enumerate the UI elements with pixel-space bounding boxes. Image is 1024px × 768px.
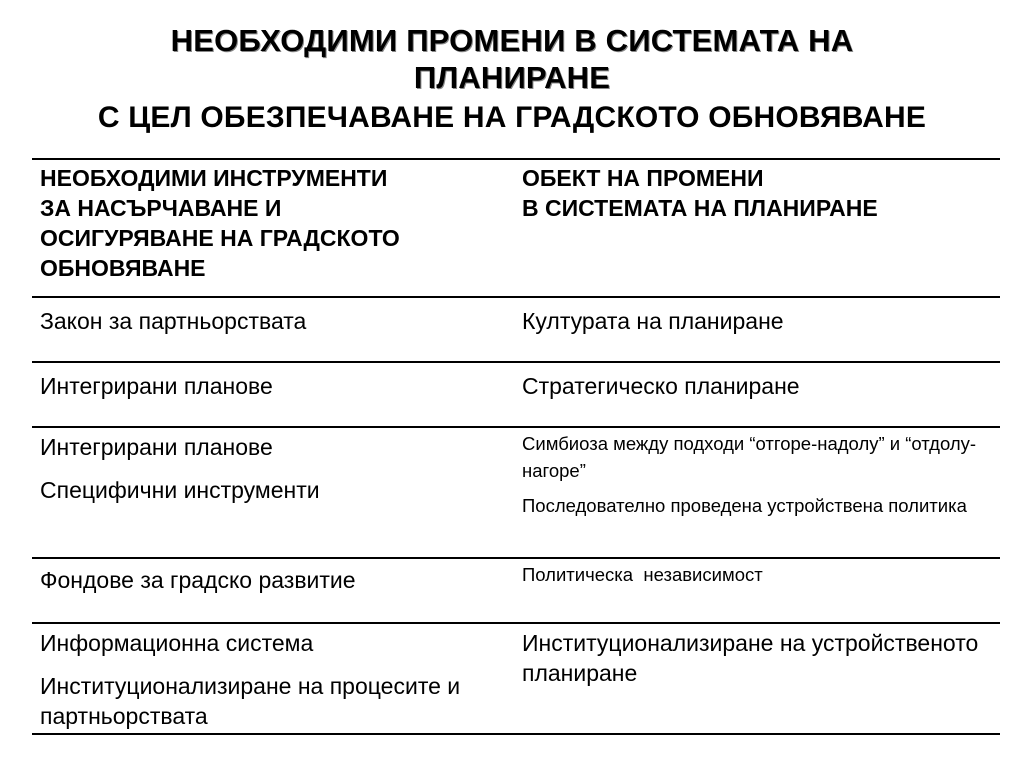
- instrument-text: Закон за партньорствата: [40, 308, 307, 334]
- object-text: Институционализиране на устройственото планиране: [522, 630, 979, 686]
- object-cell: [514, 559, 1000, 622]
- title-line-2: ПЛАНИРАНЕ: [413, 60, 611, 95]
- object-cell: [514, 298, 1000, 361]
- table-row: [32, 296, 1000, 361]
- object-cell: [514, 624, 1000, 733]
- table-header-row: [32, 158, 1000, 296]
- table-row: [32, 557, 1000, 622]
- header-instruments-line: ОСИГУРЯВАНЕ НА ГРАДСКОТО: [40, 225, 400, 251]
- object-text: Културата на планиране: [522, 308, 784, 334]
- instrument-text: Специфични инструменти: [40, 477, 320, 503]
- title-subtitle: С ЦЕЛ ОБЕЗПЕЧАВАНЕ НА ГРАДСКОТО ОБНОВЯВАНЕ: [97, 101, 927, 134]
- header-object-line: ОБЕКТ НА ПРОМЕНИ: [522, 165, 764, 191]
- header-instruments: [32, 160, 514, 296]
- object-text: Симбиоза между подходи “отгоре-надолу” и “отдолу-нагоре”: [522, 433, 977, 481]
- object-text: Политическа независимост: [522, 564, 763, 585]
- object-text: Последователно проведена устройствена политика: [522, 495, 967, 516]
- object-cell: [514, 428, 1000, 557]
- header-instruments-line: ЗА НАСЪРЧАВАНЕ И: [40, 195, 282, 221]
- instrument-text: Фондове за градско развитие: [40, 567, 356, 593]
- instrument-text: Институционализиране на процесите и партньорствата: [40, 673, 461, 729]
- comparison-table: [32, 158, 1000, 735]
- instrument-text: Информационна система: [40, 630, 314, 656]
- instrument-text: Интегрирани планове: [40, 434, 273, 460]
- object-text: Стратегическо планиране: [522, 373, 800, 399]
- instrument-cell: [32, 363, 514, 426]
- instrument-cell: [32, 298, 514, 361]
- instrument-text: Интегрирани планове: [40, 373, 273, 399]
- header-instruments-line: ОБНОВЯВАНЕ: [40, 255, 206, 281]
- header-object-line: В СИСТЕМАТА НА ПЛАНИРАНЕ: [522, 195, 878, 221]
- slide-title: [0, 22, 1024, 136]
- object-cell: [514, 363, 1000, 426]
- table-row: [32, 426, 1000, 557]
- instrument-cell: [32, 428, 514, 557]
- instrument-cell: [32, 559, 514, 622]
- title-line-1: НЕОБХОДИМИ ПРОМЕНИ В СИСТЕМАТА НА: [170, 23, 854, 58]
- instrument-cell: [32, 624, 514, 733]
- header-instruments-line: НЕОБХОДИМИ ИНСТРУМЕНТИ: [40, 165, 388, 191]
- header-object: [514, 160, 1000, 296]
- table-row: [32, 622, 1000, 735]
- table-row: [32, 361, 1000, 426]
